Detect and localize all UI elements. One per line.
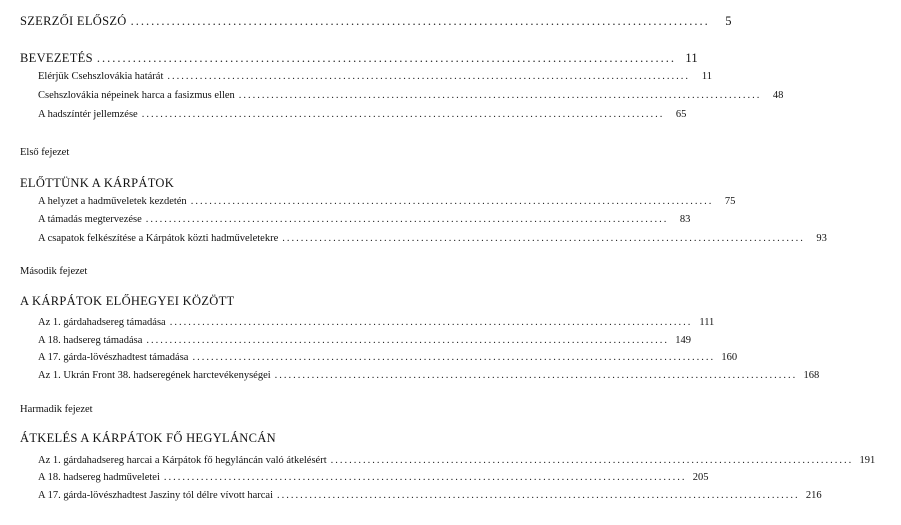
toc-subentry-page: 191 — [859, 455, 876, 466]
dot-leader: ................................................................................................................. — [282, 233, 805, 244]
toc-subentry-title: A csapatok felkészítése a Kárpátok közti hadműveletekre — [38, 233, 279, 244]
chapter-title: A KÁRPÁTOK ELŐHEGYEI KÖZÖTT — [20, 294, 235, 308]
toc-subentry-page: 216 — [805, 490, 822, 501]
toc-subentry-page: 205 — [692, 472, 709, 483]
toc-subentry-page: 65 — [675, 109, 687, 120]
toc-subentry — [0, 196, 736, 207]
toc-subentry-page: 83 — [679, 214, 691, 225]
toc-subentry-page: 149 — [675, 335, 692, 346]
toc-entry-intro — [0, 51, 698, 66]
dot-leader: ................................................................................................................. — [190, 196, 714, 207]
dot-leader: ................................................................................................................. — [163, 472, 687, 483]
dot-leader: ................................................................................................................. — [96, 51, 676, 65]
toc-subentry — [0, 472, 709, 483]
toc-subentry — [0, 233, 827, 244]
dot-leader: ................................................................................................................. — [277, 490, 800, 501]
toc-subentry-title: A 18. hadsereg hadműveletei — [38, 472, 160, 483]
toc-subentry-title: A 17. gárda-lövészhadtest Jasziny tól délre vívott harcai — [38, 490, 274, 501]
toc-subentry-page: 11 — [701, 71, 712, 82]
toc-subentry — [0, 317, 715, 328]
toc-subentry-title: A helyzet a hadműveletek kezdetén — [38, 196, 187, 207]
dot-leader: ................................................................................................................. — [192, 352, 716, 363]
toc-subentry — [0, 370, 820, 381]
chapter-label: Első fejezet — [20, 147, 70, 158]
dot-leader: ................................................................................................................. — [145, 214, 669, 225]
toc-subentry-page: 75 — [724, 196, 736, 207]
chapter-label: Harmadik fejezet — [20, 404, 93, 415]
toc-subentry-title: Elérjük Csehszlovákia határát — [38, 71, 164, 82]
toc-subentry — [0, 214, 691, 225]
toc-subentry — [0, 90, 784, 101]
toc-subentry — [0, 335, 692, 346]
toc-subentry — [0, 109, 687, 120]
toc-subentry — [0, 71, 712, 82]
dot-leader: ................................................................................................................. — [330, 455, 854, 466]
chapter-title: ELŐTTÜNK A KÁRPÁTOK — [20, 176, 175, 190]
dot-leader: ................................................................................................................. — [146, 335, 670, 346]
toc-subentry-page: 111 — [699, 317, 715, 328]
toc-subentry-title: Az 1. Ukrán Front 38. hadseregének harctevékenységei — [38, 370, 271, 381]
toc-subentry — [0, 352, 738, 363]
toc-subentry-page: 93 — [816, 233, 827, 244]
dot-leader: ................................................................................................................. — [238, 90, 762, 101]
toc-entry-title: SZERZŐI ELŐSZÓ — [20, 14, 127, 28]
toc-entry-title: BEVEZETÉS — [20, 51, 93, 65]
toc-subentry-title: A támadás megtervezése — [38, 214, 142, 225]
chapter-title: ÁTKELÉS A KÁRPÁTOK FŐ HEGYLÁNCÁN — [20, 431, 276, 445]
toc-subentry-title: Csehszlovákia népeinek harca a fasizmus ellen — [38, 90, 235, 101]
toc-entry-page: 11 — [685, 51, 698, 65]
toc-subentry-title: A 18. hadsereg támadása — [38, 335, 143, 346]
toc-subentry-page: 48 — [772, 90, 784, 101]
toc-entry-page: 5 — [725, 14, 732, 28]
dot-leader: ................................................................................................................. — [274, 370, 798, 381]
toc-subentry — [0, 490, 822, 501]
dot-leader: ................................................................................................................. — [169, 317, 693, 328]
dot-leader: ................................................................................................................. — [141, 109, 665, 120]
toc-entry-preface — [0, 14, 732, 29]
toc-subentry-title: A 17. gárda-lövészhadtest támadása — [38, 352, 189, 363]
toc-subentry-title: A hadszíntér jellemzése — [38, 109, 138, 120]
chapter-label: Második fejezet — [20, 266, 88, 277]
toc-subentry-title: Az 1. gárdahadsereg harcai a Kárpátok fő hegyláncán való átkelésért — [38, 455, 327, 466]
dot-leader: ................................................................................................................. — [167, 71, 690, 82]
toc-subentry-title: Az 1. gárdahadsereg támadása — [38, 317, 166, 328]
toc-subentry-page: 160 — [721, 352, 738, 363]
dot-leader: ................................................................................................................. — [130, 14, 710, 28]
toc-subentry-page: 168 — [803, 370, 820, 381]
toc-subentry — [0, 455, 876, 466]
